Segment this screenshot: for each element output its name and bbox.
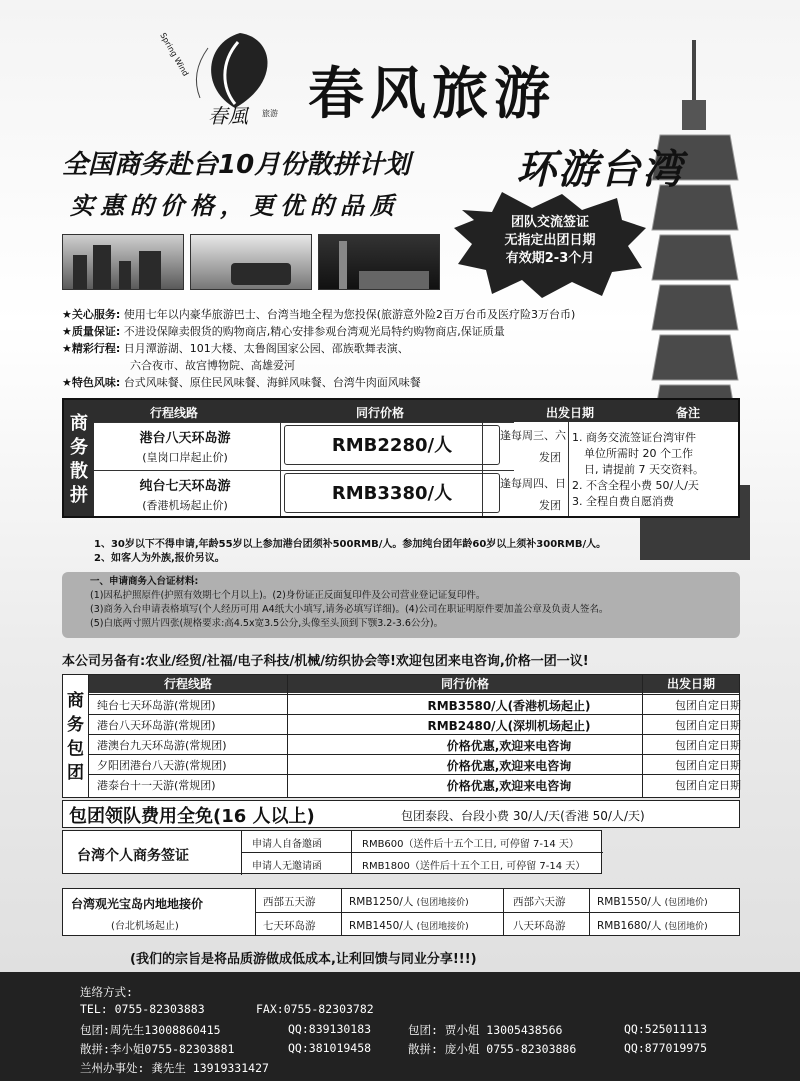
brand-title: 春风旅游 bbox=[308, 62, 556, 127]
ground-cell: 八天环岛游 bbox=[513, 920, 566, 932]
price: RMB2280/人 bbox=[284, 425, 500, 465]
table-row: 港台八天环岛游 (皇岗口岸起止价) RMB2280/人 逢每周三、六 发团 bbox=[94, 422, 514, 468]
also-available: 本公司另备有:农业/经贸/社福/电子科技/机械/纺织协会等!欢迎包团来电咨询,价格一团一议! bbox=[62, 654, 589, 669]
ground-price-table: 台湾观光宝岛内地地接价 (台北机场起止) 西部五天游 RMB1250/人 (包团地接价) 西部六天游 RMB1550/人 (包团地价) 七天环岛游 RMB1450/人 (包团地接价) 八天环岛游 RMB1680/人 (包团地价) bbox=[62, 888, 740, 936]
charter-tour-table: 商 务 包 团 行程线路 同行价格 出发日期 纯台七天环岛游(常规团) RMB3580/人(香港机场起止) 包团自定日期 港台八天环岛游(常规团) RMB2480/人(深圳机场起止) 包团自定日期 港澳台九天环岛游(常规团) 价格优惠,欢迎来电咨询 包团自定日期 夕阳团港台八天游(常规团) 价格优惠,欢迎来电咨询 包团自定日期 港泰台十一天游(常规团) 价格优惠,欢迎来电咨询 包团自定日期 bbox=[62, 674, 740, 798]
group-tour-table bbox=[62, 398, 740, 518]
table-side-label: 商 务 散 拼 bbox=[64, 400, 94, 516]
logo-script: 春風 bbox=[208, 104, 248, 128]
feature-list bbox=[62, 306, 692, 391]
table-row: 港台八天环岛游(常规团) RMB2480/人(深圳机场起止) 包团自定日期 bbox=[89, 714, 739, 734]
ground-cell: 七天环岛游 bbox=[263, 920, 316, 932]
city-photo bbox=[62, 234, 184, 290]
ground-cell: RMB1450/人 (包团地接价) bbox=[349, 920, 469, 932]
night-city-photo bbox=[318, 234, 440, 290]
table-row: 申请人自备邀函 RMB600（送件后十五个工日, 可停留 7-14 天） bbox=[241, 831, 603, 853]
ground-cell: RMB1250/人 (包团地接价) bbox=[349, 896, 469, 908]
table-side-label: 商 务 包 团 bbox=[63, 675, 89, 797]
table-notes: 1. 商务交流签证台湾审件 单位所需时 20 个工作 日, 请提前 7 天交资料。 2. 不含全程小费 50/人/天 3. 全程自费自愿消费 bbox=[572, 431, 704, 508]
feature-item: ★精彩行程: 日月潭游湖、101大楼、太鲁阁国家公园、邵族歌舞表演、 bbox=[62, 342, 409, 355]
table-row: 港澳台九天环岛游(常规团) 价格优惠,欢迎来电咨询 包团自定日期 bbox=[89, 734, 739, 754]
ground-cell: RMB1680/人 (包团地价) bbox=[597, 920, 708, 932]
feature-item: ★关心服务: 使用七年以内豪华旅游巴士、台湾当地全程为您投保(旅游意外险2百万台币及医疗险3万台币) bbox=[62, 308, 576, 321]
ground-cell: RMB1550/人 (包团地价) bbox=[597, 896, 708, 908]
application-materials: 一、申请商务入台证材料: (1)因私护照原件(护照有效期七个月以上)。(2)身份证正反面复印件及公司营业登记证复印件。 (3)商务入台申请表格填写(个人经历可用 A4纸大小填写,请务必填写详细)。(4)公司在职证明原件要加盖公章及负责人签名。 (5)白底两寸照片四张(规格要求:高4.5x宽3.5公分,头像至头顶到下颚3.2-3.6公分)。 bbox=[62, 572, 740, 638]
leader-fee-banner: 包团领队费用全免(16 人以上) 包团泰段、台段小费 30/人/天(香港 50/人/天) bbox=[62, 800, 740, 828]
ground-cell: 西部五天游 bbox=[263, 896, 316, 908]
price: RMB3380/人 bbox=[284, 473, 500, 513]
table-row: 申请人无邀请函 RMB1800（送件后十五个工日, 可停留 7-14 天） bbox=[241, 853, 603, 875]
footnotes: 1、30岁以下不得申请,年龄55岁以上参加港台团须补500RMB/人。参加纯台团年龄60岁以上须补300RMB/人。 2、如客人为外族,报价另议。 bbox=[94, 539, 607, 564]
feature-item: ★质量保证: 不进设保障卖假货的购物商店,精心安排参观台湾观光局特约购物商店,保证质量 bbox=[62, 325, 505, 338]
train-photo bbox=[190, 234, 312, 290]
table-row: 纯台七天环岛游(常规团) RMB3580/人(香港机场起止) 包团自定日期 bbox=[89, 694, 739, 714]
logo-arc-text: Spring Wind bbox=[158, 31, 191, 78]
ground-cell: 西部六天游 bbox=[513, 896, 566, 908]
slogan: 实惠的价格，更优的品质 bbox=[70, 191, 400, 220]
headline-taiwan: 环游台湾 bbox=[516, 146, 684, 193]
headline: 全国商务赴台10月份散拼计划 bbox=[62, 150, 411, 180]
table-row: 港泰台十一天游(常规团) 价格优惠,欢迎来电咨询 包团自定日期 bbox=[89, 774, 739, 794]
starburst-text: 团队交流签证 无指定出团日期 有效期2-3个月 bbox=[504, 215, 596, 266]
feature-item: ★特色风味: 台式风味餐、原住民风味餐、海鲜风味餐、台湾牛肉面风味餐 bbox=[62, 376, 421, 389]
visa-table: 台湾个人商务签证 申请人自备邀函 RMB600（送件后十五个工日, 可停留 7-14 天） 申请人无邀请函 RMB1800（送件后十五个工日, 可停留 7-14 天） bbox=[62, 830, 602, 874]
table-row: 夕阳团港台八天游(常规团) 价格优惠,欢迎来电咨询 包团自定日期 bbox=[89, 754, 739, 774]
logo-small-text: 旅游 bbox=[262, 109, 278, 118]
photo-strip bbox=[62, 234, 440, 290]
table-header: 行程线路 同行价格 出发日期 备注 bbox=[94, 400, 738, 422]
contact-footer: 连络方式: TEL: 0755-82303883 FAX:0755-82303782 包团:周先生13008860415 QQ:839130183 包团: 贾小姐 13005438566 QQ:525011113 散拼:李小姐0755-82303881 QQ:381019458 散拼: 庞小姐 0755-82303886 QQ:877019975 兰州办事处: 龚先生 13919331427 bbox=[0, 972, 800, 1081]
mission-statement: (我们的宗旨是将品质游做成低成本,让利回馈与同业分享!!!) bbox=[130, 952, 477, 967]
feature-item: 六合夜市、故宫博物院、高雄爱河 bbox=[130, 359, 295, 372]
table-row: 纯台七天环岛游 (香港机场起止价) RMB3380/人 逢每周四、日 发团 bbox=[94, 470, 514, 516]
